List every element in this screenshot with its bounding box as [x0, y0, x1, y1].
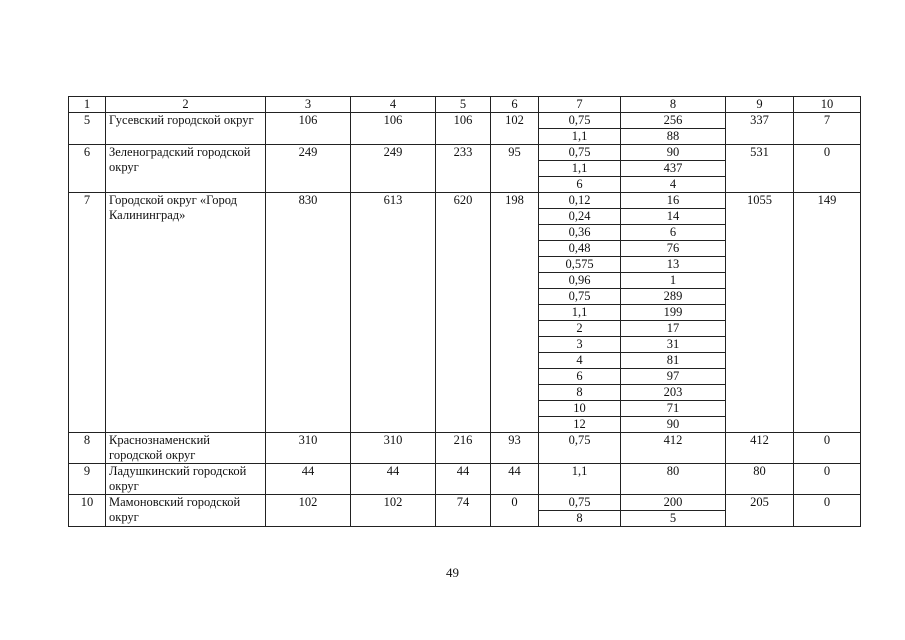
value-col-7: 6 — [539, 369, 621, 385]
value-col-3: 249 — [266, 145, 351, 193]
column-header: 7 — [539, 97, 621, 113]
district-name: Ладушкинский городской округ — [106, 464, 266, 495]
value-col-10: 149 — [794, 193, 861, 433]
column-header: 9 — [726, 97, 794, 113]
value-col-7: 1,1 — [539, 161, 621, 177]
row-number: 7 — [69, 193, 106, 433]
value-col-10: 0 — [794, 464, 861, 495]
value-col-6: 198 — [491, 193, 539, 433]
value-col-7: 1,1 — [539, 464, 621, 495]
district-name: Городской округ «Город Калининград» — [106, 193, 266, 433]
row-number: 9 — [69, 464, 106, 495]
value-col-8: 90 — [621, 145, 726, 161]
district-name: Гусевский городской округ — [106, 113, 266, 145]
value-col-9: 205 — [726, 495, 794, 527]
value-col-3: 106 — [266, 113, 351, 145]
value-col-4: 102 — [351, 495, 436, 527]
column-header: 3 — [266, 97, 351, 113]
value-col-7: 8 — [539, 511, 621, 527]
value-col-5: 44 — [436, 464, 491, 495]
value-col-8: 437 — [621, 161, 726, 177]
value-col-5: 106 — [436, 113, 491, 145]
table-row — [69, 113, 861, 129]
district-name: Краснознаменский городской округ — [106, 433, 266, 464]
row-number: 5 — [69, 113, 106, 145]
value-col-8: 76 — [621, 241, 726, 257]
value-col-6: 95 — [491, 145, 539, 193]
row-number: 10 — [69, 495, 106, 527]
value-col-5: 216 — [436, 433, 491, 464]
value-col-7: 0,36 — [539, 225, 621, 241]
column-header: 1 — [69, 97, 106, 113]
value-col-7: 10 — [539, 401, 621, 417]
value-col-5: 620 — [436, 193, 491, 433]
value-col-8: 14 — [621, 209, 726, 225]
value-col-8: 5 — [621, 511, 726, 527]
value-col-7: 0,48 — [539, 241, 621, 257]
value-col-8: 81 — [621, 353, 726, 369]
value-col-5: 74 — [436, 495, 491, 527]
value-col-7: 0,75 — [539, 289, 621, 305]
value-col-6: 44 — [491, 464, 539, 495]
value-col-8: 412 — [621, 433, 726, 464]
value-col-5: 233 — [436, 145, 491, 193]
value-col-7: 0,75 — [539, 495, 621, 511]
value-col-8: 90 — [621, 417, 726, 433]
value-col-8: 4 — [621, 177, 726, 193]
value-col-7: 4 — [539, 353, 621, 369]
value-col-8: 88 — [621, 129, 726, 145]
value-col-8: 71 — [621, 401, 726, 417]
value-col-8: 256 — [621, 113, 726, 129]
value-col-8: 16 — [621, 193, 726, 209]
header-row — [69, 97, 861, 113]
value-col-7: 1,1 — [539, 129, 621, 145]
value-col-9: 412 — [726, 433, 794, 464]
value-col-6: 93 — [491, 433, 539, 464]
value-col-8: 97 — [621, 369, 726, 385]
value-col-8: 31 — [621, 337, 726, 353]
table-row — [69, 464, 861, 495]
value-col-3: 102 — [266, 495, 351, 527]
value-col-4: 613 — [351, 193, 436, 433]
value-col-7: 2 — [539, 321, 621, 337]
value-col-7: 8 — [539, 385, 621, 401]
value-col-8: 1 — [621, 273, 726, 289]
district-name: Зеленоградский городской округ — [106, 145, 266, 193]
value-col-10: 0 — [794, 495, 861, 527]
value-col-3: 310 — [266, 433, 351, 464]
row-number: 6 — [69, 145, 106, 193]
row-number: 8 — [69, 433, 106, 464]
page-number: 49 — [446, 565, 459, 580]
value-col-6: 0 — [491, 495, 539, 527]
value-col-9: 337 — [726, 113, 794, 145]
value-col-8: 13 — [621, 257, 726, 273]
table-row — [69, 495, 861, 511]
column-header: 5 — [436, 97, 491, 113]
value-col-7: 0,12 — [539, 193, 621, 209]
table-row — [69, 145, 861, 161]
value-col-10: 0 — [794, 433, 861, 464]
value-col-8: 17 — [621, 321, 726, 337]
table-row — [69, 193, 861, 209]
value-col-9: 1055 — [726, 193, 794, 433]
value-col-3: 830 — [266, 193, 351, 433]
value-col-7: 6 — [539, 177, 621, 193]
column-header: 10 — [794, 97, 861, 113]
column-header: 2 — [106, 97, 266, 113]
table-row — [69, 433, 861, 464]
value-col-7: 3 — [539, 337, 621, 353]
value-col-8: 200 — [621, 495, 726, 511]
value-col-10: 0 — [794, 145, 861, 193]
value-col-7: 0,75 — [539, 113, 621, 129]
value-col-8: 199 — [621, 305, 726, 321]
value-col-8: 6 — [621, 225, 726, 241]
value-col-3: 44 — [266, 464, 351, 495]
value-col-4: 44 — [351, 464, 436, 495]
value-col-8: 80 — [621, 464, 726, 495]
column-header: 8 — [621, 97, 726, 113]
value-col-9: 531 — [726, 145, 794, 193]
value-col-9: 80 — [726, 464, 794, 495]
data-table — [68, 96, 861, 527]
column-header: 6 — [491, 97, 539, 113]
value-col-4: 106 — [351, 113, 436, 145]
value-col-7: 12 — [539, 417, 621, 433]
district-name: Мамоновский городской округ — [106, 495, 266, 527]
value-col-7: 0,24 — [539, 209, 621, 225]
value-col-7: 0,575 — [539, 257, 621, 273]
value-col-7: 1,1 — [539, 305, 621, 321]
column-header: 4 — [351, 97, 436, 113]
value-col-4: 249 — [351, 145, 436, 193]
value-col-10: 7 — [794, 113, 861, 145]
value-col-6: 102 — [491, 113, 539, 145]
value-col-7: 0,75 — [539, 433, 621, 464]
value-col-7: 0,96 — [539, 273, 621, 289]
value-col-8: 289 — [621, 289, 726, 305]
value-col-7: 0,75 — [539, 145, 621, 161]
value-col-8: 203 — [621, 385, 726, 401]
value-col-4: 310 — [351, 433, 436, 464]
